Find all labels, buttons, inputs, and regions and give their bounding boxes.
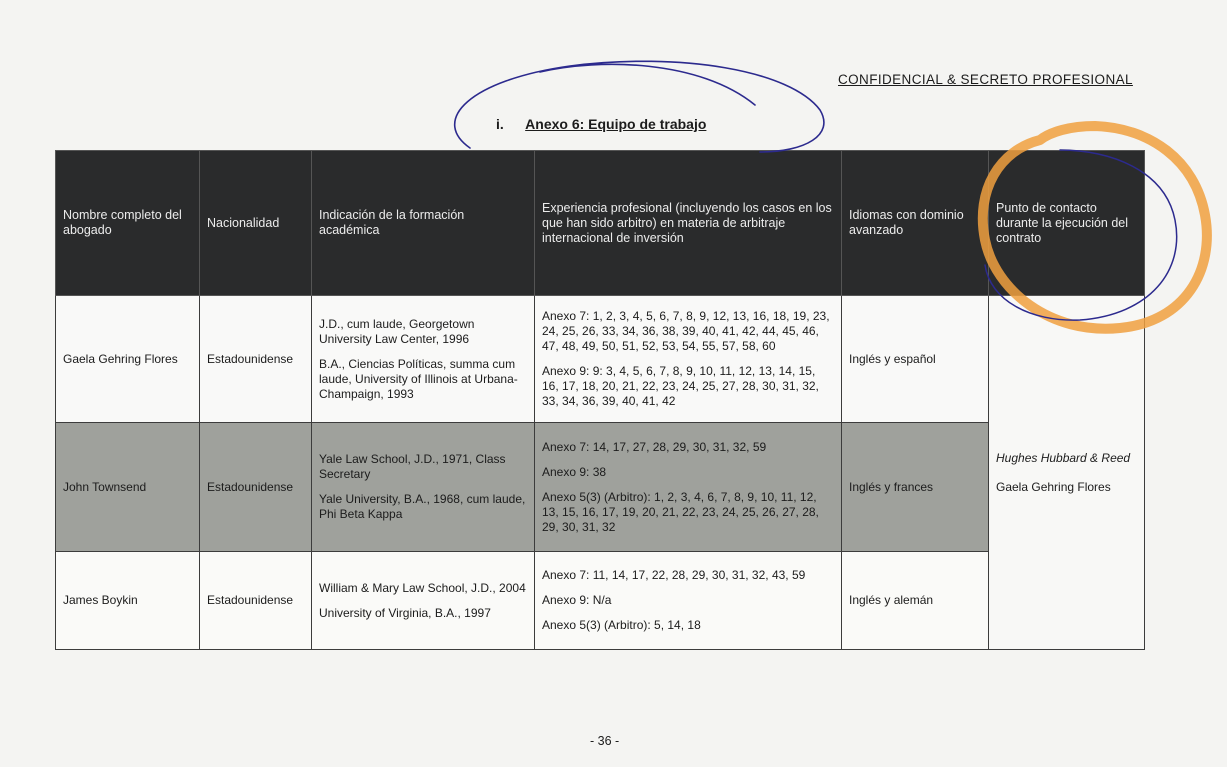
experience-item: Anexo 5(3) (Arbitro): 1, 2, 3, 4, 6, 7, 8, 9, 10, 11, 12, 13, 15, 16, 17, 19, 20, 21, 22, 23, 24, 25, 26, 27, 28, 29, 30, 31, 32 <box>542 489 819 534</box>
contact-person: Gaela Gehring Flores <box>996 479 1111 494</box>
section-title: Anexo 6: Equipo de trabajo <box>525 116 707 132</box>
lawyer-languages: Inglés y frances <box>842 423 989 552</box>
lawyer-experience <box>535 296 842 423</box>
lawyer-languages: Inglés y español <box>842 296 989 423</box>
lawyer-languages: Inglés y alemán <box>842 552 989 650</box>
lawyer-name: James Boykin <box>56 552 200 650</box>
section-number: i. <box>496 116 504 132</box>
experience-item: Anexo 7: 1, 2, 3, 4, 5, 6, 7, 8, 9, 12, 13, 16, 18, 19, 23, 24, 25, 26, 33, 34, 36, 38, 39, 40, 41, 42, 44, 45, 46, 47, 48, 49, 50, 51, 52, 53, 54, 55, 57, 58, 60 <box>542 309 830 353</box>
table-header-row <box>56 151 1145 296</box>
header-name: Nombre completo del abogado <box>56 151 200 296</box>
experience-item: Anexo 9: N/a <box>542 593 612 607</box>
header-education: Indicación de la formación académica <box>312 151 535 296</box>
lawyer-experience <box>535 552 842 650</box>
education-item: University of Virginia, B.A., 1997 <box>319 605 491 620</box>
lawyer-education <box>312 423 535 552</box>
education-item: William & Mary Law School, J.D., 2004 <box>319 580 526 595</box>
education-item: Yale University, B.A., 1968, cum laude, Phi Beta Kappa <box>319 492 526 521</box>
header-experience: Experiencia profesional (incluyendo los casos en los que han sido arbitro) en materia de arbitraje internacional de inversión <box>535 151 842 296</box>
table-row <box>56 552 1145 650</box>
table-row <box>56 423 1145 552</box>
lawyer-nationality: Estadounidense <box>200 296 312 423</box>
team-table <box>55 150 1145 650</box>
lawyer-nationality: Estadounidense <box>200 423 312 552</box>
lawyer-education <box>312 552 535 650</box>
experience-item: Anexo 9: 9: 3, 4, 5, 6, 7, 8, 9, 10, 11, 12, 13, 14, 15, 16, 17, 18, 20, 21, 22, 23, 24, 25, 27, 28, 30, 31, 32, 33, 34, 36, 39, 40, 41, 42 <box>542 364 819 408</box>
section-heading <box>496 116 706 132</box>
experience-item: Anexo 7: 11, 14, 17, 22, 28, 29, 30, 31, 32, 43, 59 <box>542 568 806 582</box>
header-languages: Idiomas con dominio avanzado <box>842 151 989 296</box>
ink-circle-title <box>455 61 824 152</box>
confidential-label: CONFIDENCIAL & SECRETO PROFESIONAL <box>838 72 1133 87</box>
experience-item: Anexo 7: 14, 17, 27, 28, 29, 30, 31, 32, 59 <box>542 439 767 454</box>
lawyer-nationality: Estadounidense <box>200 552 312 650</box>
contact-cell <box>989 296 1145 650</box>
lawyer-name: John Townsend <box>56 423 200 552</box>
lawyer-experience <box>535 423 842 552</box>
education-item: Yale Law School, J.D., 1971, Class Secretary <box>319 452 506 481</box>
table-row <box>56 296 1145 423</box>
contact-firm: Hughes Hubbard & Reed <box>996 450 1131 465</box>
experience-item: Anexo 9: 38 <box>542 464 607 479</box>
lawyer-name: Gaela Gehring Flores <box>56 296 200 423</box>
header-contact: Punto de contacto durante la ejecución del contrato <box>989 151 1145 296</box>
education-item: B.A., Ciencias Políticas, summa cum laude, University of Illinois at Urbana-Champaign, 1993 <box>319 356 518 401</box>
page-number: - 36 - <box>590 734 620 748</box>
experience-item: Anexo 5(3) (Arbitro): 5, 14, 18 <box>542 618 701 632</box>
education-item: J.D., cum laude, Georgetown University Law Center, 1996 <box>319 316 475 346</box>
lawyer-education <box>312 296 535 423</box>
header-nationality: Nacionalidad <box>200 151 312 296</box>
